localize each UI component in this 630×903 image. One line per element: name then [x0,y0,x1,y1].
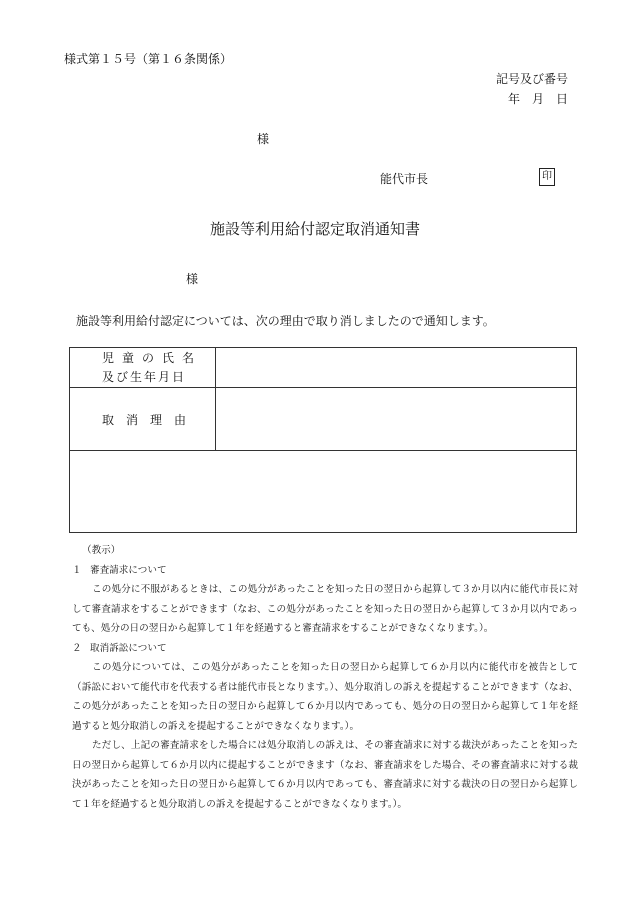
item1-title: 審査請求について [90,564,167,576]
item1-heading [72,561,578,581]
info-table [69,347,577,533]
item2-number: ２ [72,642,82,654]
reason-label-cell [70,388,216,451]
item1-number: １ [72,564,82,576]
seal-mark: 印 [539,168,555,186]
item2-text-1: この処分については、この処分があったことを知った日の翌日から起算して６か月以内に能代市を被告として（訴訟において能代市を代表する者は能代市長となります。）、処分取消しの訴えを提起することができます（なお、この処分があったことを知った日の翌日から起算して６か月以内であっても、処分の日の翌日から起算して１年を経過すると処分取消しの訴えを提起することができなくなります。）。 [72,662,578,732]
addressee-top-honorific: 様 [257,132,270,146]
item2-heading [72,639,578,659]
item2-text-2: ただし、上記の審査請求をした場合には処分取消しの訴えは、その審査請求に対する裁決があったことを知った日の翌日から起算して６か月以内に提起することができます（なお、審査請求をした場合、その審査請求に対する裁決があったことを知った日の翌日から起算して６か月以内であっても、審査請求に対する裁決の日の翌日から起算して１年を経過すると処分取消しの訴えを提起することができなくなります。）。 [72,740,578,810]
form-number: 様式第１５号（第１６条関係） [64,52,233,66]
issuer-name: 能代市長 [380,172,429,186]
document-title: 施設等利用給付認定取消通知書 [209,220,420,238]
instructions-heading: （教示） [82,545,121,556]
instructions-section [72,541,578,814]
table-row-child [70,348,577,388]
reason-value-cell [216,388,577,451]
birthdate-label: 及び生年月日 [102,369,187,384]
blank-cell [70,451,577,533]
child-name-value-cell [216,348,577,388]
addressee-mid-honorific: 様 [186,272,199,286]
child-name-label-cell [70,348,216,388]
intro-text: 施設等利用給付認定については、次の理由で取り消しましたので通知します。 [76,314,495,328]
date-line: 年 月 日 [507,92,568,106]
table-row-blank [70,451,577,533]
child-name-label: 児童の氏名 [102,350,203,365]
table-row-reason [70,388,577,451]
reason-label: 取消理由 [102,412,199,427]
reference-number-label: 記号及び番号 [495,72,568,86]
item2-title: 取消訴訟について [90,642,167,654]
item1-text: この処分に不服があるときは、この処分があったことを知った日の翌日から起算して３か月以内に能代市長に対して審査請求をすることができます（なお、この処分があったことを知った日の翌日から起算して３か月以内であっても、処分の日の翌日から起算して１年を経過すると審査請求をすることができなくなります。）。 [72,584,578,634]
